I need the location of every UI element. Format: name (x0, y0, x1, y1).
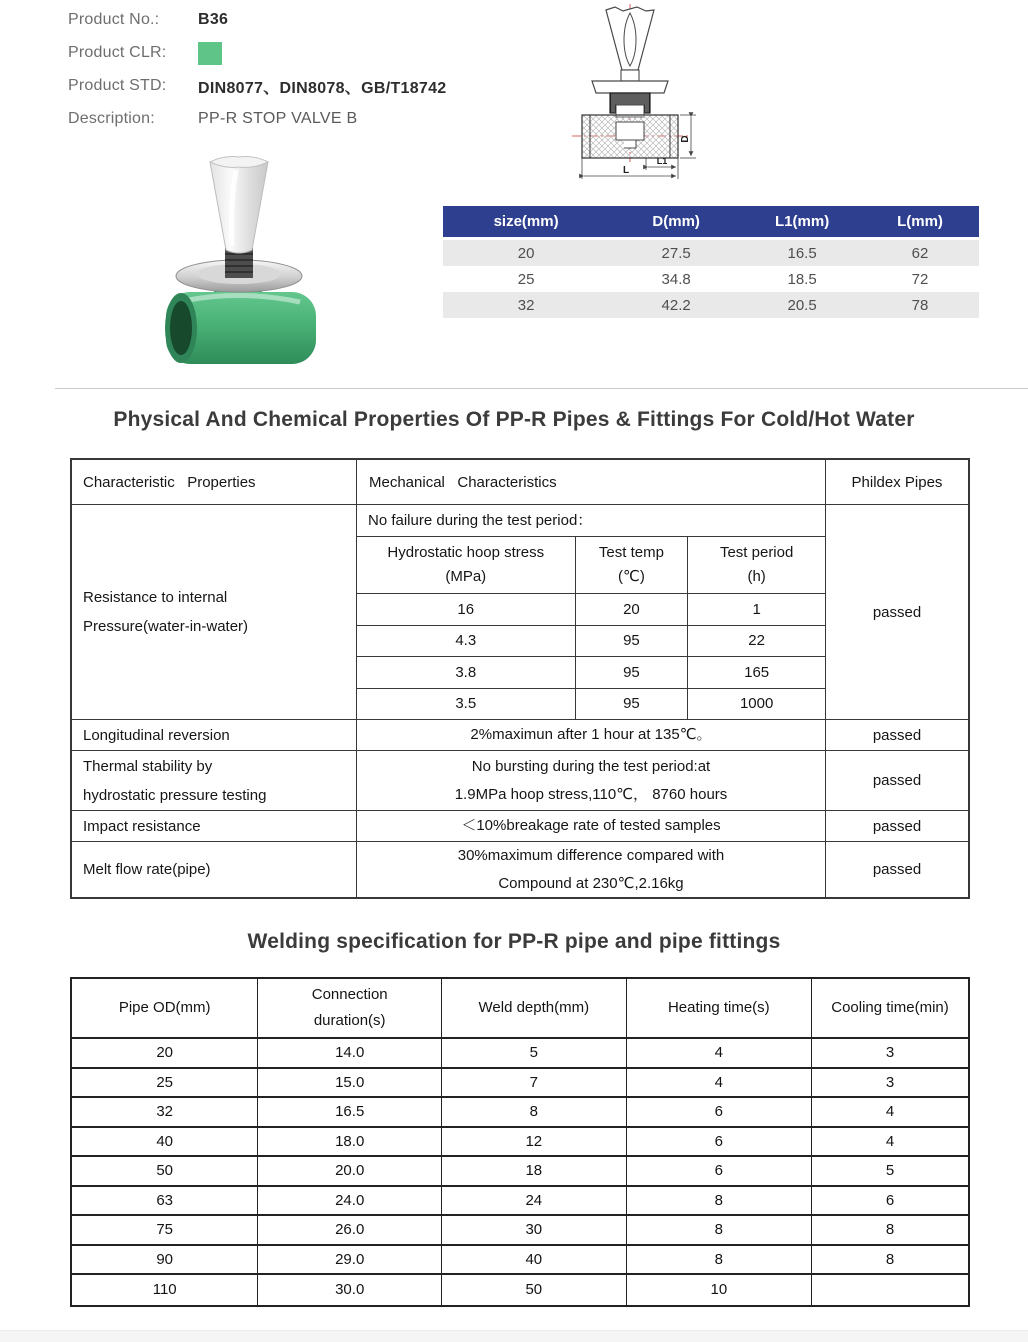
welding-header-cell (442, 979, 627, 1037)
valve-technical-drawing-icon (560, 2, 710, 180)
product-no-value: B36 (198, 11, 229, 28)
welding-cell: 40 (442, 1246, 627, 1274)
col-header-characteristic: Characteristic Properties (72, 460, 357, 504)
impact-result: passed (872, 817, 922, 835)
sub-header-line2: (h) (747, 568, 766, 585)
welding-cell: 40 (72, 1128, 258, 1156)
welding-cell (812, 1275, 968, 1305)
resistance-data-cell: 95 (576, 626, 689, 657)
welding-cell: 8 (885, 1250, 895, 1268)
melt-row (72, 841, 968, 897)
melt-name: Melt flow rate(pipe) (72, 842, 357, 897)
welding-cell: 30 (442, 1216, 627, 1244)
resistance-data-cell: 4.3 (357, 626, 576, 657)
resistance-data-cell: 3.5 (357, 689, 576, 720)
melt-desc (357, 842, 826, 897)
resistance-data-cell: 3.8 (357, 657, 576, 688)
size-table-row (443, 266, 979, 292)
thermal-desc-line2: 1.9MPa hoop stress,110℃， 8760 hours (454, 785, 728, 803)
properties-section-title: Physical And Chemical Properties Of PP-R Pipes & Fittings For Cold/Hot Water (113, 408, 915, 431)
welding-cell: 6 (627, 1098, 812, 1126)
resistance-nested-table (357, 505, 826, 719)
welding-cell: 20.0 (258, 1157, 442, 1185)
size-header-cell: L1(mm) (775, 213, 830, 230)
welding-cell: 3 (885, 1044, 895, 1062)
thermal-name (72, 751, 357, 810)
welding-row (72, 1216, 968, 1246)
resistance-name (72, 505, 357, 719)
welding-cell: 4 (885, 1132, 895, 1150)
welding-cell: 8 (627, 1216, 812, 1244)
welding-rows (72, 1039, 968, 1305)
welding-cell: 16.5 (258, 1098, 442, 1126)
size-cell: 34.8 (661, 270, 691, 288)
resistance-data-cell: 95 (576, 657, 689, 688)
col-header-mechanical: Mechanical Characteristics (357, 460, 826, 504)
resistance-data-cell: 1 (752, 600, 761, 618)
welding-cell: 10 (627, 1275, 812, 1305)
welding-cell: 14.0 (258, 1039, 442, 1067)
product-desc-value: PP-R STOP VALVE B (198, 110, 358, 127)
longitudinal-row (72, 719, 968, 750)
welding-cell: 4 (627, 1039, 812, 1067)
welding-cell: 110 (72, 1275, 258, 1305)
melt-desc-line2: Compound at 230℃,2.16kg (498, 874, 684, 892)
welding-header-line: Cooling time(min) (831, 999, 949, 1016)
welding-cell: 50 (442, 1275, 627, 1305)
welding-cell: 3 (885, 1073, 895, 1091)
no-failure-note: No failure during the test period： (357, 505, 825, 537)
size-table-row (443, 292, 979, 318)
size-cell: 78 (911, 296, 929, 314)
product-std-label: Product STD: (68, 77, 167, 94)
thermal-desc (357, 751, 826, 810)
welding-header-row (72, 979, 968, 1039)
welding-cell: 26.0 (258, 1216, 442, 1244)
welding-header-cell (627, 979, 812, 1037)
welding-cell: 8 (627, 1246, 812, 1274)
welding-row (72, 1069, 968, 1099)
size-cell: 20.5 (787, 296, 817, 314)
welding-row (72, 1039, 968, 1069)
impact-desc: ＜10%breakage rate of tested samples (357, 811, 826, 841)
welding-cell: 8 (442, 1098, 627, 1126)
product-clr-label: Product CLR: (68, 44, 167, 61)
product-desc-label: Description: (68, 110, 155, 127)
resistance-sub-header (688, 537, 825, 593)
size-cell: 42.2 (661, 296, 691, 314)
welding-cell: 6 (627, 1128, 812, 1156)
size-cell: 32 (517, 296, 535, 314)
resistance-data-cell: 20 (576, 594, 689, 625)
product-color-swatch (198, 42, 222, 65)
impact-row (72, 810, 968, 841)
resistance-data-cell: 165 (744, 663, 770, 681)
resistance-sub-header (576, 537, 689, 593)
page-bottom-band (0, 1330, 1028, 1342)
size-cell: 25 (517, 270, 535, 288)
size-cell: 18.5 (787, 270, 817, 288)
sub-header-line2: (℃) (618, 568, 645, 585)
product-std-value: DIN8077、DIN8078、GB/T18742 (198, 79, 447, 97)
size-cell: 16.5 (787, 244, 817, 262)
sub-header-line1: Test temp (598, 544, 664, 561)
welding-header-line: duration(s) (313, 1012, 386, 1029)
product-no-label: Product No.: (68, 11, 160, 28)
welding-table (70, 977, 970, 1307)
size-header-cell: L(mm) (897, 213, 943, 230)
resistance-data-row (357, 594, 825, 626)
size-table-row (443, 240, 979, 266)
welding-header-line: Weld depth(mm) (478, 999, 590, 1016)
welding-row (72, 1246, 968, 1276)
section-divider (55, 388, 1028, 389)
resistance-data-row (357, 626, 825, 658)
col-header-phildex: Phildex Pipes (851, 473, 943, 491)
welding-cell: 25 (72, 1069, 258, 1097)
properties-table (70, 458, 970, 899)
thermal-desc-line1: No bursting during the test period:at (471, 757, 711, 775)
thermal-name-line2: hydrostatic pressure testing (83, 786, 267, 804)
welding-header-line: Pipe OD(mm) (118, 999, 211, 1016)
welding-row (72, 1187, 968, 1217)
longitudinal-desc: 2%maximun after 1 hour at 135℃。 (357, 720, 826, 750)
welding-cell: 24 (442, 1187, 627, 1215)
welding-cell: 8 (627, 1187, 812, 1215)
size-table-header (443, 206, 979, 237)
melt-desc-line1: 30%maximum difference compared with (457, 846, 725, 864)
size-cell: 20 (517, 244, 535, 262)
product-std-row (68, 74, 538, 98)
resistance-data-cell: 1000 (739, 695, 774, 713)
resistance-data-row (357, 657, 825, 689)
resistance-name-line2: Pressure(water-in-water) (83, 618, 249, 635)
resistance-result: passed (872, 603, 922, 621)
resistance-sub-header (357, 537, 576, 593)
welding-cell: 90 (72, 1246, 258, 1274)
welding-cell: 75 (72, 1216, 258, 1244)
welding-cell: 32 (72, 1098, 258, 1126)
impact-name: Impact resistance (72, 811, 357, 841)
welding-cell: 5 (885, 1162, 895, 1180)
welding-row (72, 1128, 968, 1158)
resistance-data-cell: 16 (357, 594, 576, 625)
melt-result: passed (872, 861, 922, 878)
longitudinal-result: passed (872, 726, 922, 744)
sub-header-line2: (MPa) (445, 568, 487, 585)
sub-header-line1: Test period (719, 544, 794, 561)
size-header-cell: size(mm) (493, 213, 559, 230)
product-clr-row (68, 41, 538, 65)
welding-header-line: Heating time(s) (667, 999, 770, 1016)
welding-cell: 29.0 (258, 1246, 442, 1274)
welding-header-cell (812, 979, 968, 1037)
valve-product-photo (158, 150, 323, 372)
size-cell: 72 (911, 270, 929, 288)
welding-cell: 7 (442, 1069, 627, 1097)
welding-cell: 4 (885, 1103, 895, 1121)
size-table (443, 206, 979, 318)
welding-cell: 8 (885, 1221, 895, 1239)
welding-cell: 63 (72, 1187, 258, 1215)
welding-cell: 5 (442, 1039, 627, 1067)
welding-cell: 24.0 (258, 1187, 442, 1215)
welding-row (72, 1157, 968, 1187)
welding-cell: 4 (627, 1069, 812, 1097)
resistance-sub-headers (357, 537, 825, 594)
size-cell: 27.5 (661, 244, 691, 262)
welding-row (72, 1275, 968, 1305)
welding-cell: 12 (442, 1128, 627, 1156)
welding-cell: 6 (885, 1191, 895, 1209)
longitudinal-name: Longitudinal reversion (72, 720, 357, 750)
sub-header-line1: Hydrostatic hoop stress (387, 544, 545, 561)
size-cell: 62 (911, 244, 929, 262)
resistance-row (72, 504, 968, 719)
product-no-row (68, 8, 538, 32)
resistance-data-row (357, 689, 825, 720)
product-info (68, 8, 538, 140)
thermal-row (72, 750, 968, 810)
welding-header-line: Connection (311, 986, 388, 1003)
welding-cell: 18.0 (258, 1128, 442, 1156)
properties-header-row (72, 460, 968, 504)
welding-header-cell (258, 979, 442, 1037)
dim-d-label: D (680, 135, 691, 143)
resistance-data-cell: 22 (748, 632, 765, 650)
resistance-name-line1: Resistance to internal (83, 589, 228, 606)
resistance-data-rows (357, 594, 825, 719)
welding-cell: 50 (72, 1157, 258, 1185)
welding-header-cell (72, 979, 258, 1037)
welding-cell: 6 (627, 1157, 812, 1185)
dim-l1-label: L1 (656, 156, 668, 166)
size-header-cell: D(mm) (652, 213, 700, 230)
resistance-data-cell: 95 (576, 689, 689, 720)
thermal-result: passed (872, 772, 922, 789)
welding-cell: 30.0 (258, 1275, 442, 1305)
welding-row (72, 1098, 968, 1128)
product-desc-row (68, 107, 538, 131)
thermal-name-line1: Thermal stability by (83, 757, 213, 775)
dim-l-label: L (622, 165, 630, 176)
welding-cell: 18 (442, 1157, 627, 1185)
welding-cell: 20 (72, 1039, 258, 1067)
size-table-rows (443, 240, 979, 318)
welding-section-title: Welding specification for PP-R pipe and pipe fittings (247, 930, 781, 953)
welding-cell: 15.0 (258, 1069, 442, 1097)
